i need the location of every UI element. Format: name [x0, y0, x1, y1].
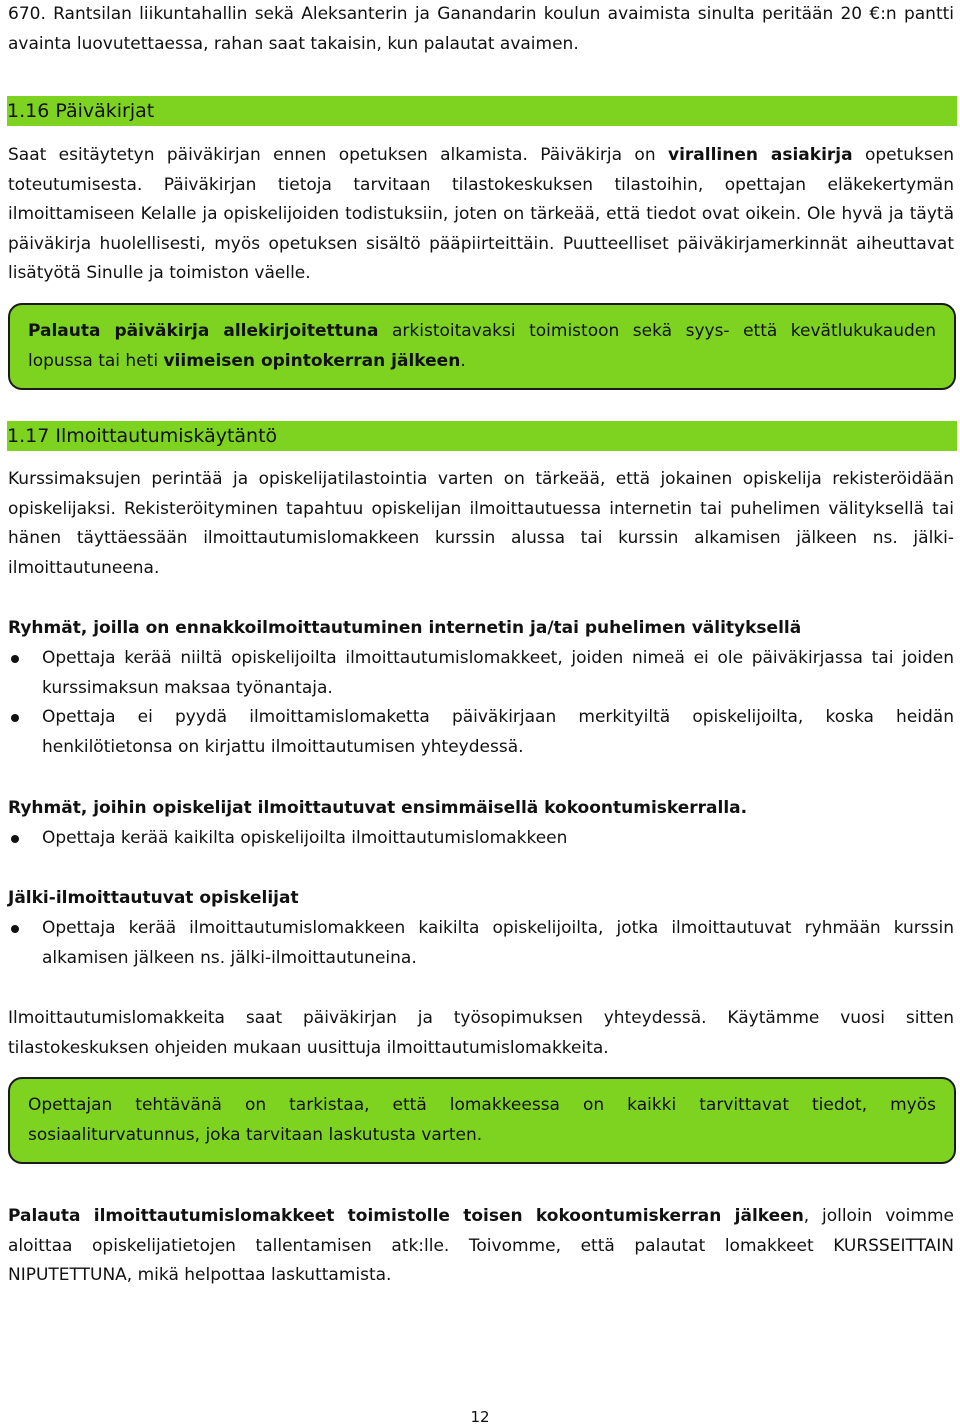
- callout-check-forms: Opettajan tehtävänä on tarkistaa, että lomakkeessa on kaikki tarvittavat tiedot, myös sosiaaliturvatunnus, joka tarvitaan laskutusta varten.: [8, 1077, 956, 1164]
- paivakirjat-paragraph: [8, 141, 954, 289]
- group1-list: [8, 644, 954, 762]
- heading-ilmoittautumiskaytanto: [7, 421, 957, 451]
- heading-ilmoittautumiskaytanto-text: 1.17 Ilmoittautumiskäytäntö: [7, 425, 278, 447]
- heading-paivakirjat: [7, 96, 957, 126]
- list-item: [8, 644, 954, 703]
- list-item: [8, 703, 954, 762]
- list-item: [8, 824, 954, 854]
- list-item-text: Opettaja kerää ilmoittautumislomakkeen kaikilta opiskelijoilta, jotka ilmoittautuvat ryhmään kurssin alkamisen jälkeen ns. jälki-ilmoittautuneina.: [42, 918, 954, 968]
- callout-return-diary: [8, 303, 956, 390]
- return-forms-text: , jolloin voimme aloittaa opiskelijatietojen tallentamisen atk:lle. Toivomme, että palautat lomakkeet KURSSEITTAIN NIPUTETTUNA, mikä helpottaa laskuttamista.: [8, 1206, 954, 1285]
- bullet-icon: [11, 655, 19, 663]
- callout-return-text-d: .: [460, 350, 466, 371]
- group3-title: Jälki-ilmoittautuvat opiskelijat: [8, 888, 299, 908]
- list-item-text: Opettaja kerää kaikilta opiskelijoilta ilmoittautumislomakkeen: [42, 828, 568, 848]
- page-number: 12: [470, 1408, 490, 1426]
- paivakirjat-text-a: Saat esitäytetyn päiväkirjan ennen opetuksen alkamista. Päiväkirja on: [8, 145, 668, 165]
- forms-paragraph: Ilmoittautumislomakkeita saat päiväkirjan ja työsopimuksen yhteydessä. Käytämme vuosi sitten tilastokeskuksen ohjeiden mukaan uusittuja ilmoittautumislomakkeita.: [8, 1008, 954, 1058]
- bullet-icon: [11, 835, 19, 843]
- callout-return-bold-c: viimeisen opintokerran jälkeen: [163, 350, 461, 371]
- return-forms-bold: Palauta ilmoittautumislomakkeet toimistolle toisen kokoontumiskerran jälkeen: [8, 1206, 804, 1226]
- intro-paragraph: 670. Rantsilan liikuntahallin sekä Aleksanterin ja Ganandarin koulun avaimista sinulta peritään 20 €:n pantti avainta luovutettaessa, rahan saat takaisin, kun palautat avaimen.: [8, 4, 954, 54]
- list-item-text: Opettaja kerää niiltä opiskelijoilta ilmoittautumislomakkeet, joiden nimeä ei ole päiväkirjassa tai joiden kurssimaksun maksaa työnantaja.: [42, 648, 954, 698]
- paivakirjat-text-bold: virallinen asiakirja: [668, 145, 853, 165]
- paivakirjat-text-c: opetuksen toteutumisesta. Päiväkirjan tietoja tarvitaan tilastokeskuksen tilastoihin, opettajan eläkekertymän ilmoittamiseen Kelalle ja opiskelijoiden todistuksiin, joten on tärkeää, että tiedot ovat oikein. Ole hyvä ja täytä päiväkirja huolellisesti, myös opetuksen sisältö pääpiirteittäin. Puutteelliset päiväkirjamerkinnät aiheuttavat lisätyötä Sinulle ja toimiston väelle.: [8, 145, 954, 283]
- list-item-text: Opettaja ei pyydä ilmoittamislomaketta päiväkirjaan merkityiltä opiskelijoilta, koska heidän henkilötietonsa on kirjattu ilmoittautumisen yhteydessä.: [42, 707, 954, 757]
- bullet-icon: [11, 714, 19, 722]
- group1-title: Ryhmät, joilla on ennakkoilmoittautuminen internetin ja/tai puhelimen välityksellä: [8, 618, 802, 638]
- group3-list: [8, 914, 954, 973]
- group2-list: [8, 824, 954, 854]
- group2-title: Ryhmät, joihin opiskelijat ilmoittautuvat ensimmäisellä kokoontumiskerralla.: [8, 798, 748, 818]
- heading-paivakirjat-text: 1.16 Päiväkirjat: [7, 100, 155, 122]
- list-item: [8, 914, 954, 973]
- callout-return-text-b: arkistoitavaksi toimistoon sekä syys- että kevätlukukauden lopussa tai heti: [28, 321, 936, 371]
- return-forms-paragraph: [8, 1202, 954, 1291]
- registration-intro-paragraph: Kurssimaksujen perintää ja opiskelijatilastointia varten on tärkeää, että jokainen opiskelija rekisteröidään opiskelijaksi. Rekisteröityminen tapahtuu opiskelijan ilmoittautuessa internetin tai puhelimen välityksellä tai hänen täyttäessään ilmoittautumislomakkeen kurssin alussa tai kurssin alkamisen jälkeen ns. jälki-ilmoittautuneena.: [8, 469, 954, 578]
- callout-return-bold-a: Palauta päiväkirja allekirjoitettuna: [28, 321, 379, 341]
- bullet-icon: [11, 925, 19, 933]
